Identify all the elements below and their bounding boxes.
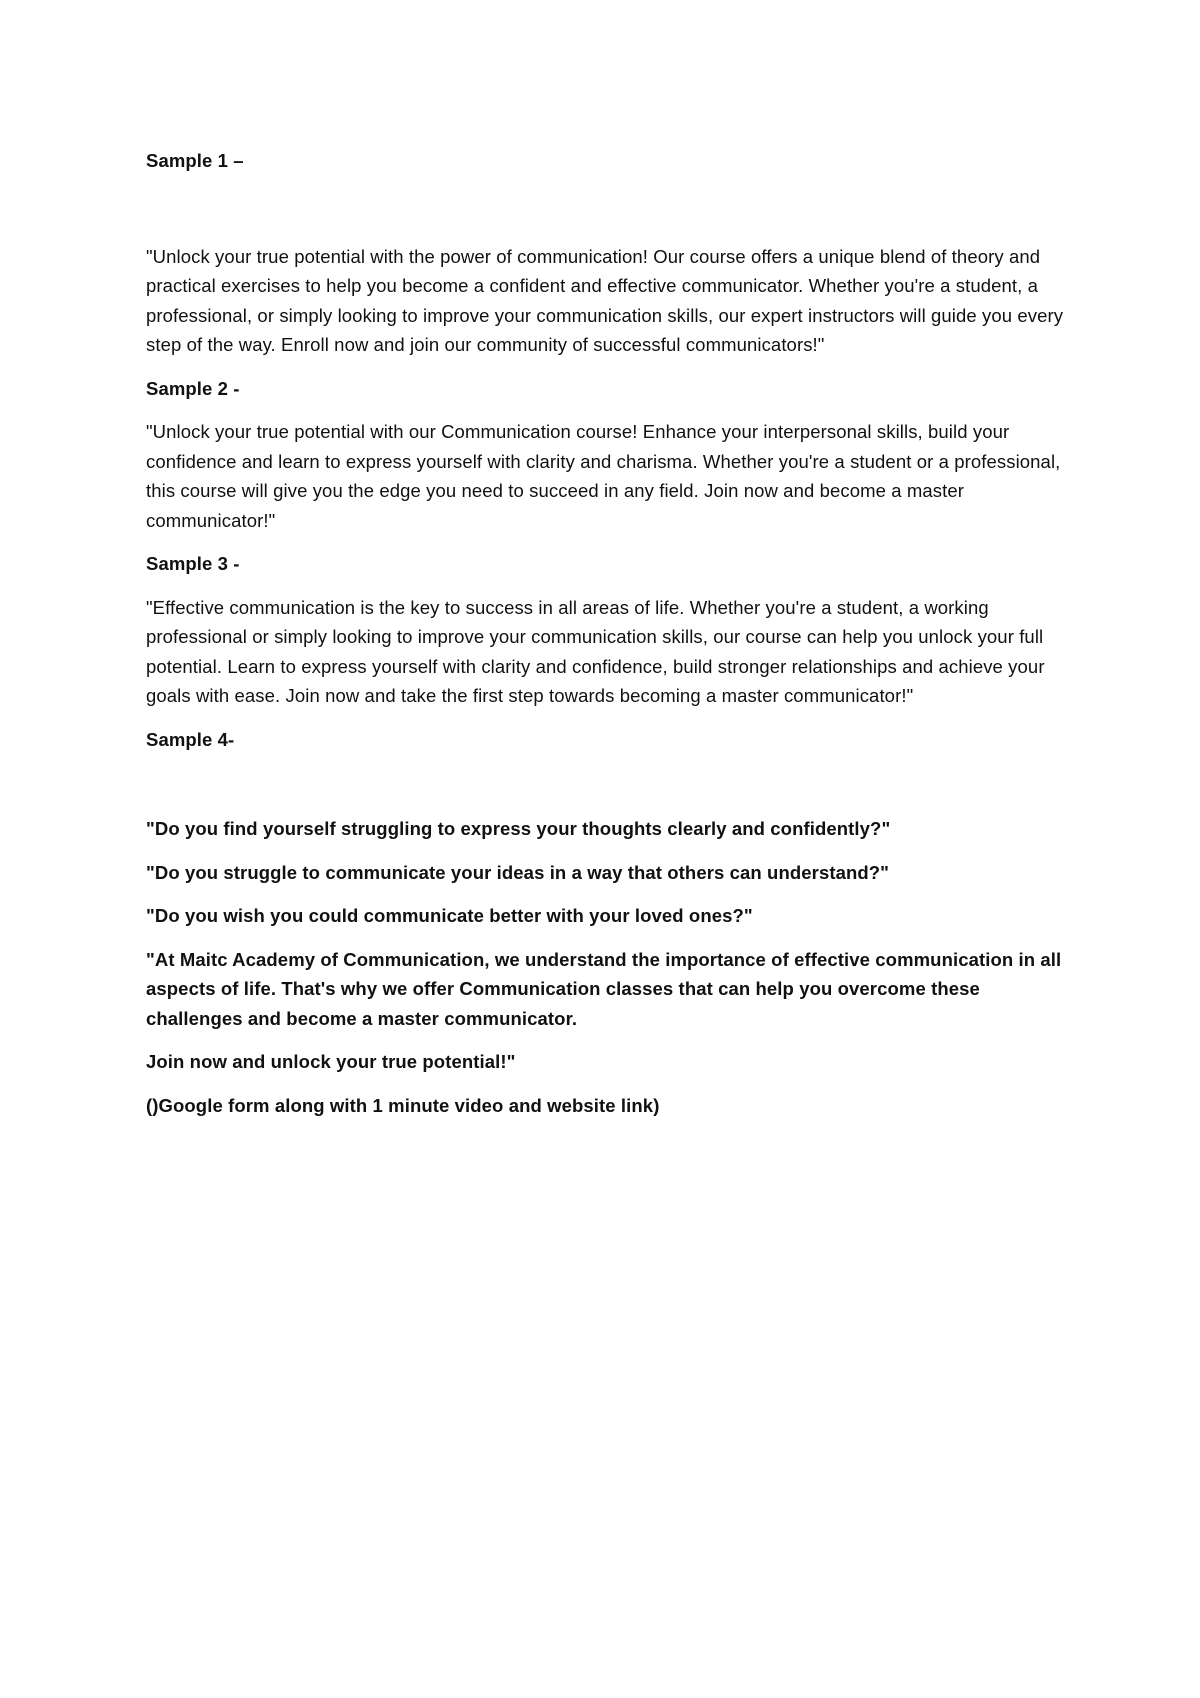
sample-4-question-3: "Do you wish you could communicate better with your loved ones?" [146,905,753,926]
sample-4-question-2: "Do you struggle to communicate your ideas in a way that others can understand?" [146,861,890,883]
sample-4-question-1: "Do you find yourself struggling to express your thoughts clearly and confidently?" [146,818,891,839]
sample-4-statement: "At Maitc Academy of Communication, we understand the importance of effective communication in all aspects of life. That's why we offer Communication classes that can help you overcome these challenges and become a master communicator. [146,948,1062,1029]
sample-1-body: "Unlock your true potential with the power of communication! Our course offers a unique blend of theory and practical exercises to help you become a confident and effective communicator. Whether you're a student, a professional, or simply looking to improve your communication skills, our expert instructors will guide you every step of the way. Enroll now and join our community of successful communicators!" [146,245,1064,355]
sample-3-heading: Sample 3 - [146,553,240,574]
sample-1-heading: Sample 1 – [146,150,244,171]
sample-4-note: ()Google form along with 1 minute video and website link) [146,1094,660,1116]
sample-2-body: "Unlock your true potential with our Communication course! Enhance your interpersonal skills, build your confidence and learn to express yourself with clarity and charisma. Whether you're a student or a professional, this course will give you the edge you need to succeed in any field. Join now and become a master communicator!" [146,421,1061,531]
sample-4-call-to-action: Join now and unlock your true potential!" [146,1051,516,1072]
document-content [146,146,1066,1120]
sample-3-body: "Effective communication is the key to success in all areas of life. Whether you're a student, a working professional or simply looking to improve your communication skills, our course can help you unlock your full potential. Learn to express yourself with clarity and confidence, build stronger relationships and achieve your goals with ease. Join now and take the first step towards becoming a master communicator!" [146,596,1045,706]
sample-2-heading: Sample 2 - [146,377,240,399]
sample-4-heading: Sample 4- [146,728,235,750]
